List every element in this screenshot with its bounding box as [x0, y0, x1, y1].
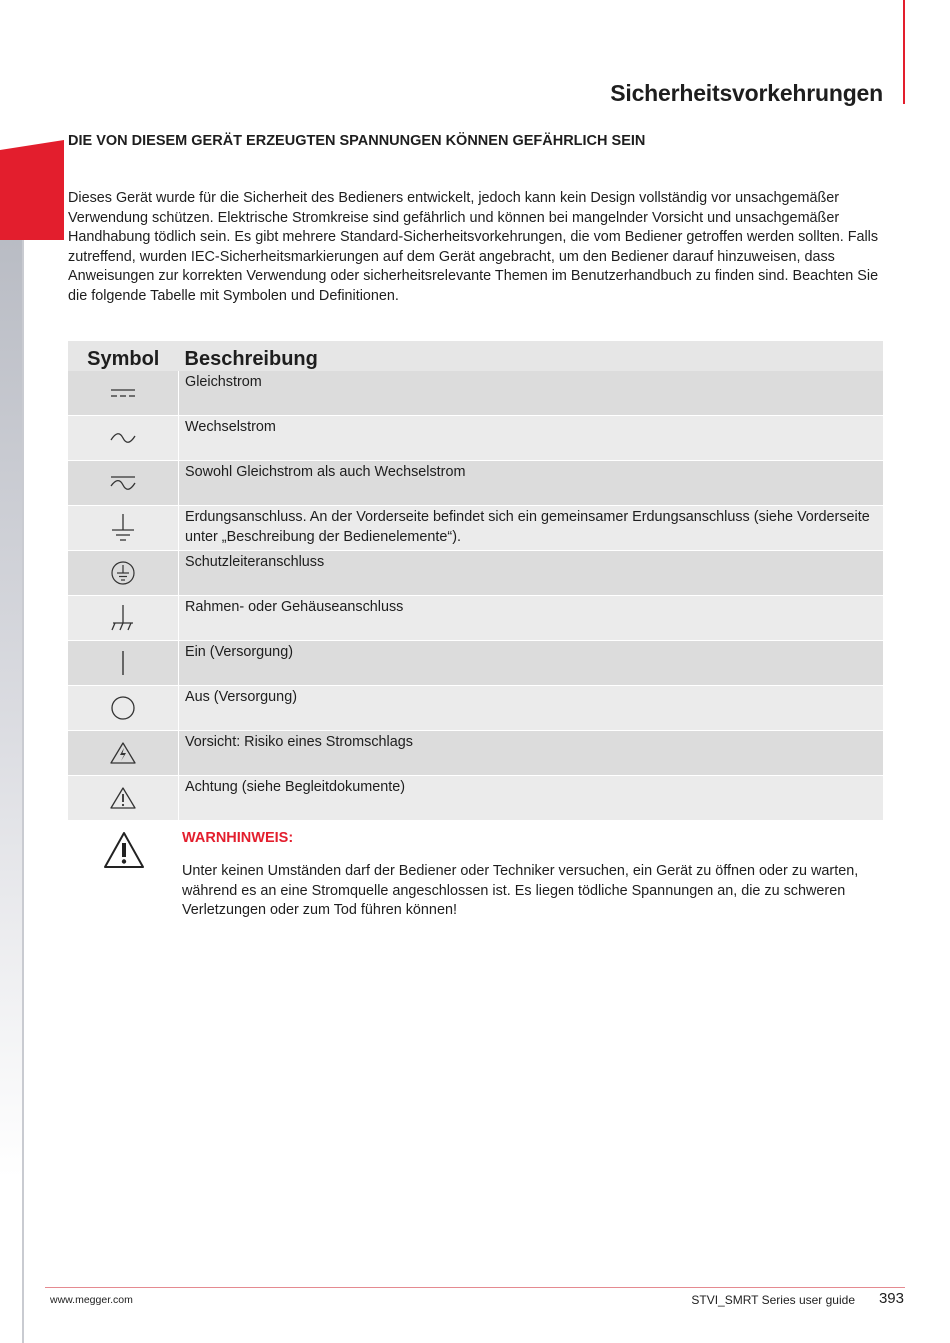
- row-description: Wechselstrom: [179, 416, 884, 461]
- table-row: [68, 371, 883, 416]
- page-title: Sicherheitsvorkehrungen: [610, 80, 883, 106]
- footer-url[interactable]: www.megger.com: [50, 1294, 133, 1306]
- power-on-icon: [118, 649, 128, 677]
- table-row: [68, 596, 883, 641]
- table-header-row: [68, 341, 883, 371]
- alternating-current-icon: [108, 431, 138, 445]
- left-decor-line: [22, 240, 24, 1343]
- table-row: [68, 551, 883, 596]
- row-description: Achtung (siehe Begleitdokumente): [179, 776, 884, 821]
- chassis-ground-icon: [108, 603, 138, 633]
- table-row: [68, 776, 883, 821]
- table-row: [68, 731, 883, 776]
- row-description: Ein (Versorgung): [179, 641, 884, 686]
- page-number: 393: [878, 1290, 904, 1307]
- intro-paragraph: Dieses Gerät wurde für die Sicherheit des Bedieners entwickelt, jedoch kann kein Design vollständig vor unsachgemäßer Verwendung schützen. Elektrische Stromkreise sind gefährlich und können bei mangelnder Vorsicht und unsachgemäßer Handhabung tödlich sein. Es gibt mehrere Standard-Sicherheitsvorkehrungen, die vom Bediener getroffen werden sollten. Falls zutreffend, wurden IEC-Sicherheitsmarkierungen auf dem Gerät angebracht, um den Bediener darauf hinzuweisen, dass Anweisungen zur korrekten Verwendung oder sicherheitsrelevante Themen im Benutzerhandbuch zu finden sind. Beachten Sie die folgende Tabelle mit Symbolen und Definitionen.: [68, 190, 879, 304]
- warning-text: Unter keinen Umständen darf der Bediener oder Techniker versuchen, ein Gerät zu öffnen oder zu warten, während es an eine Stromquelle angeschlossen ist. Es liegen tödliche Spannungen an, die zu schweren Verletzungen oder zum Tod führen können!: [182, 863, 859, 918]
- right-accent-line: [903, 0, 905, 104]
- earth-ground-icon: [108, 512, 138, 544]
- row-description: Vorsicht: Risiko eines Stromschlags: [179, 731, 884, 776]
- ac-dc-icon: [108, 474, 138, 492]
- red-accent-tab: [0, 140, 64, 240]
- table-row: [68, 461, 883, 506]
- table-row: [68, 641, 883, 686]
- symbol-column-header: Symbol: [68, 341, 179, 371]
- row-description: Erdungsanschluss. An der Vorderseite befindet sich ein gemeinsamer Erdungsanschluss (siehe Vorderseite unter „Beschreibung der Bedienelemente“).: [179, 506, 884, 551]
- shock-hazard-icon: [109, 741, 137, 765]
- description-column-header: Beschreibung: [179, 341, 884, 371]
- caution-icon: [109, 786, 137, 810]
- footer-divider: [45, 1287, 905, 1288]
- row-description: Sowohl Gleichstrom als auch Wechselstrom: [179, 461, 884, 506]
- warning-title: WARNHINWEIS:: [182, 830, 294, 846]
- row-description: Schutzleiteranschluss: [179, 551, 884, 596]
- row-description: Rahmen- oder Gehäuseanschluss: [179, 596, 884, 641]
- row-description: Gleichstrom: [179, 371, 884, 416]
- direct-current-icon: [108, 386, 138, 400]
- symbol-table: [68, 341, 883, 821]
- protective-earth-icon: [110, 560, 136, 586]
- power-off-icon: [110, 695, 136, 721]
- left-decor-bar: [0, 240, 24, 1343]
- table-row: [68, 686, 883, 731]
- table-row: [68, 506, 883, 551]
- table-row: [68, 416, 883, 461]
- section-heading: DIE VON DIESEM GERÄT ERZEUGTEN SPANNUNGEN KÖNNEN GEFÄHRLICH SEIN: [68, 133, 646, 149]
- row-description: Aus (Versorgung): [179, 686, 884, 731]
- footer-guide-title: STVI_SMRT Series user guide: [691, 1293, 855, 1307]
- warning-icon: [102, 830, 146, 870]
